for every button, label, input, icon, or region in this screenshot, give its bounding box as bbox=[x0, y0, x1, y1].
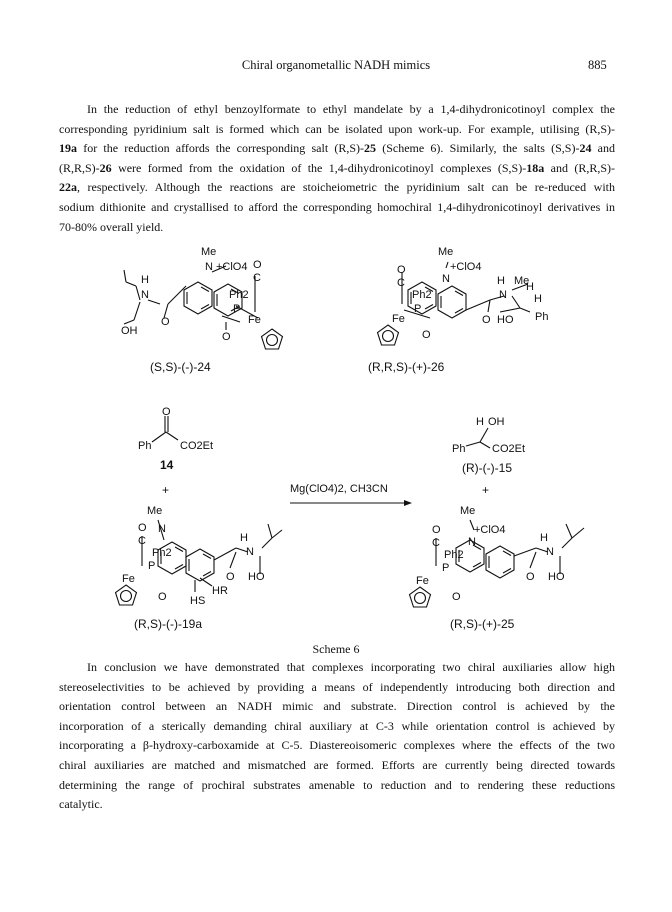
atom-label: P bbox=[233, 303, 241, 315]
atom-label: HO bbox=[248, 571, 265, 583]
structure-24 bbox=[121, 246, 283, 374]
reaction-arrow bbox=[290, 483, 412, 506]
atom-label: P bbox=[442, 562, 450, 574]
atom-label: HR bbox=[212, 585, 228, 597]
plus-sign: + bbox=[482, 483, 490, 497]
atom-label: Me bbox=[147, 505, 163, 517]
atom-label: +ClO4 bbox=[474, 524, 506, 536]
atom-label: CO2Et bbox=[180, 440, 214, 452]
atom-label: N bbox=[205, 261, 213, 273]
atom-label: O bbox=[397, 264, 406, 276]
compound-label-14: 14 bbox=[160, 458, 174, 472]
text-line: In conclusion we have demonstrated that complexes incorporating two chiral auxiliaries allow high bbox=[87, 660, 615, 674]
atom-label: Ph2 bbox=[229, 289, 249, 301]
text-line: sodium dithionite and crystallised to afford the corresponding homochiral 1,4-dihydronicotinoyl derivatives in bbox=[59, 199, 615, 214]
atom-label: Fe bbox=[248, 314, 261, 326]
structure-19a bbox=[116, 505, 283, 631]
atom-label: N bbox=[546, 546, 554, 558]
atom-label: O bbox=[482, 314, 491, 326]
structure-26 bbox=[368, 246, 548, 374]
atom-label: O bbox=[226, 571, 235, 583]
atom-label: H bbox=[476, 416, 484, 428]
text-line: 70-80% overall yield. bbox=[59, 219, 164, 234]
atom-label: +ClO4 bbox=[216, 261, 248, 273]
atom-label: N bbox=[499, 289, 507, 301]
compound-ref: 26 bbox=[99, 160, 112, 175]
text-line: chiral auxiliaries are matched and mismatched are formed. Efforts are currently being directed towards bbox=[59, 757, 615, 772]
atom-label: O bbox=[161, 316, 170, 328]
atom-label: +ClO4 bbox=[450, 261, 482, 273]
atom-label: C bbox=[253, 272, 261, 284]
text-line: (R,R,S)-26 were formed from the oxidation of the 1,4-dihydronicotinoyl complexes (S,S)-18a and (R,R,S)- bbox=[59, 160, 616, 175]
atom-label: O bbox=[253, 259, 262, 271]
atom-label: Fe bbox=[392, 313, 405, 325]
atom-label: P bbox=[148, 560, 156, 572]
plus-sign: + bbox=[162, 483, 170, 497]
atom-label: C bbox=[432, 537, 440, 549]
reagent-label: Mg(ClO4)2, CH3CN bbox=[290, 483, 388, 495]
atom-label: N bbox=[246, 546, 254, 558]
atom-label: H bbox=[240, 532, 248, 544]
atom-label: C bbox=[138, 535, 146, 547]
page-number: 885 bbox=[588, 58, 607, 72]
text-line: 19a for the reduction affords the corresponding salt (R,S)-25 (Scheme 6). Similarly, the salts (S,S)-24 and bbox=[59, 141, 616, 156]
atom-label: Me bbox=[460, 505, 476, 517]
text-line: In the reduction of ethyl benzoylformate to ethyl mandelate by a 1,4-dihydronicotinoyl complex the bbox=[87, 102, 615, 116]
scheme-caption: Scheme 6 bbox=[312, 642, 360, 656]
atom-label: Me bbox=[514, 275, 530, 287]
compound-label-24: (S,S)-(-)-24 bbox=[150, 360, 211, 374]
atom-label: Ph bbox=[138, 440, 152, 452]
atom-label: H bbox=[526, 281, 534, 293]
atom-label: HO bbox=[497, 314, 514, 326]
atom-label: N bbox=[158, 523, 166, 535]
atom-label: C bbox=[397, 277, 405, 289]
atom-label: HO bbox=[548, 571, 565, 583]
text-line: stereoselectivities to be achieved by providing a means of independently introducing both direction and bbox=[59, 679, 615, 694]
structure-25 bbox=[410, 505, 585, 631]
compound-label-25: (R,S)-(+)-25 bbox=[450, 617, 515, 631]
atom-label: H bbox=[534, 293, 542, 305]
atom-label: P bbox=[414, 303, 422, 315]
compound-ref: 19a bbox=[59, 141, 77, 156]
atom-label: O bbox=[138, 522, 147, 534]
atom-label: Fe bbox=[416, 575, 429, 587]
compound-label-26: (R,R,S)-(+)-26 bbox=[368, 360, 445, 374]
paragraph-conclusion bbox=[59, 658, 615, 815]
atom-label: OH bbox=[488, 416, 505, 428]
atom-label: O bbox=[158, 591, 167, 603]
atom-label: CO2Et bbox=[492, 443, 526, 455]
text-line: corresponding pyridinium salt is formed which can be isolated upon work-up. For example, utilising (R,S)- bbox=[59, 121, 615, 136]
text-line: 22a, respectively. Although the reactions are stoicheiometric the pyridinium salt can be re-reduced with bbox=[59, 180, 615, 195]
text-line: determining the range of prochiral substrates amenable to reduction and to rendering these reductions bbox=[59, 777, 615, 792]
atom-label: HS bbox=[190, 595, 206, 607]
compound-ref: 25 bbox=[364, 141, 377, 156]
text-line: catalytic. bbox=[59, 797, 103, 812]
atom-label: O bbox=[452, 591, 461, 603]
atom-label: N bbox=[468, 536, 476, 548]
atom-label: H bbox=[141, 274, 149, 286]
compound-ref: 18a bbox=[526, 160, 545, 175]
atom-label: OH bbox=[121, 325, 138, 337]
structure-14 bbox=[138, 406, 213, 497]
atom-label: Ph2 bbox=[412, 289, 432, 301]
atom-label: Me bbox=[201, 246, 217, 258]
atom-label: Fe bbox=[122, 573, 135, 585]
atom-label: H bbox=[540, 532, 548, 544]
atom-label: Ph bbox=[452, 443, 466, 455]
compound-ref: 24 bbox=[579, 141, 592, 156]
atom-label: Ph2 bbox=[444, 549, 464, 561]
atom-label: N bbox=[141, 289, 149, 301]
text-line: incorporating a β-hydroxy-carboxamide at C-5. Diastereoisomeric complexes where the effects of the two bbox=[59, 738, 615, 753]
atom-label: N bbox=[442, 273, 450, 285]
atom-label: Ph bbox=[535, 311, 549, 323]
text-line: orientation control between an NADH mimic and substrate. Direction control is achieved by the bbox=[59, 699, 615, 714]
atom-label: O bbox=[432, 524, 441, 536]
atom-label: Me bbox=[438, 246, 454, 258]
atom-label: O bbox=[526, 571, 535, 583]
running-title: Chiral organometallic NADH mimics bbox=[241, 58, 431, 72]
text-line: incorporation of a sterically demanding chiral auxiliary at C-3 while orientation control is achieved by bbox=[59, 718, 615, 733]
atom-label: H bbox=[497, 275, 505, 287]
compound-ref: 22a bbox=[59, 180, 77, 195]
atom-label: O bbox=[162, 406, 171, 418]
compound-label-19a: (R,S)-(-)-19a bbox=[134, 617, 202, 631]
atom-label: Ph2 bbox=[152, 547, 172, 559]
structure-15 bbox=[452, 416, 525, 497]
atom-label: O bbox=[222, 331, 231, 343]
compound-label-15: (R)-(-)-15 bbox=[462, 461, 512, 475]
atom-label: O bbox=[422, 329, 431, 341]
